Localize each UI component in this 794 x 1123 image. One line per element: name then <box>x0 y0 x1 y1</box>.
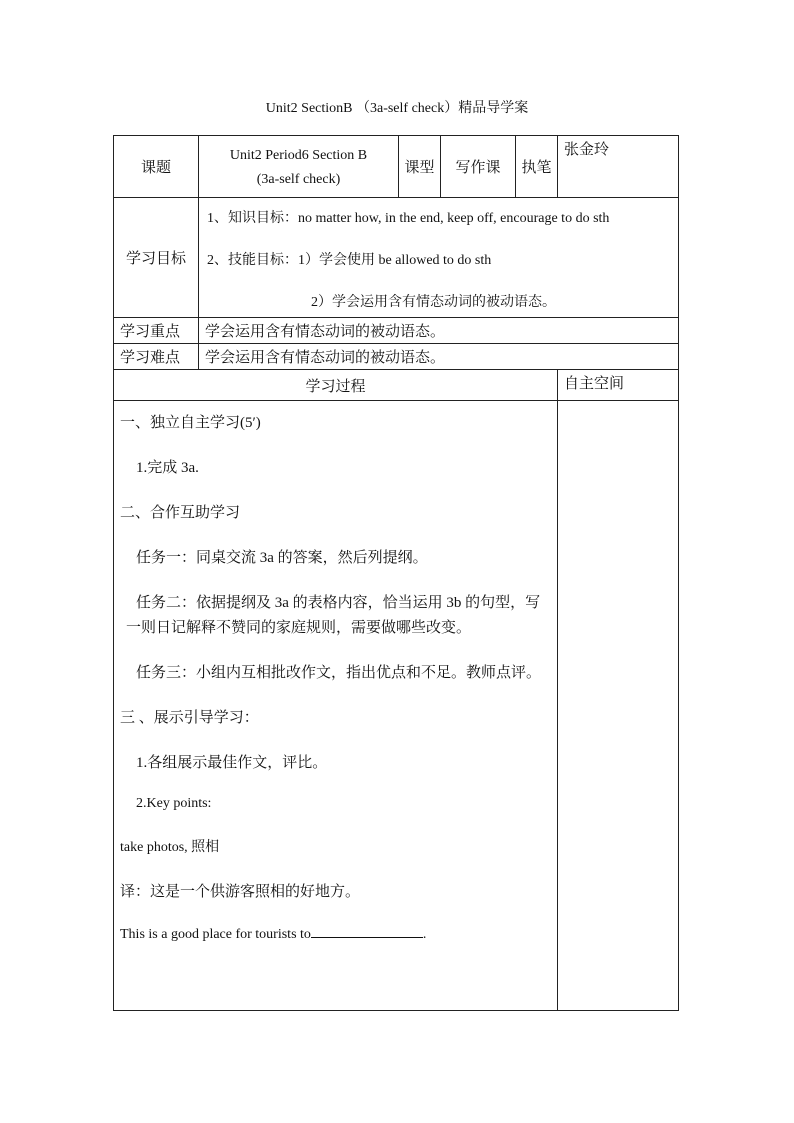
fill-in-text: This is a good place for tourists to <box>120 927 311 942</box>
process-body-row <box>114 401 679 1011</box>
topic-label: 课题 <box>114 136 199 198</box>
objectives-label: 学习目标 <box>114 198 199 318</box>
task-2-line-2: 一则日记解释不赞同的家庭规则，需要做哪些改变。 <box>126 620 472 636</box>
process-body <box>114 401 558 1011</box>
topic-cell <box>199 136 399 198</box>
notes-space <box>558 401 679 1011</box>
difficulty-label: 学习难点 <box>114 344 199 370</box>
task-2-line-1: 任务二：依据提纲及 3a 的表格内容，恰当运用 3b 的句型，写 <box>136 595 541 611</box>
objective-skill-1: 2、技能目标：1）学会使用 be allowed to do sth <box>207 253 492 268</box>
header-row <box>114 136 679 198</box>
key-points-heading: 2.Key points: <box>136 796 212 811</box>
section-1-heading: 一、独立自主学习(5′) <box>120 415 261 431</box>
objectives-row <box>114 198 679 318</box>
fill-in-period: . <box>422 927 427 942</box>
step-1-1: 1.完成 3a. <box>136 460 199 476</box>
objectives-cell <box>199 198 679 318</box>
objective-knowledge: 1、知识目标：no matter how, in the end, keep off, encourage to do sth <box>207 211 610 226</box>
author-label: 执笔 <box>516 136 558 198</box>
type-value: 写作课 <box>441 136 516 198</box>
notes-header: 自主空间 <box>558 370 679 401</box>
type-label: 课型 <box>399 136 441 198</box>
fill-in-sentence <box>120 925 551 943</box>
topic-line-2: (3a-self check) <box>256 171 341 187</box>
section-3-heading: 三 、展示引导学习： <box>120 710 259 726</box>
key-point-label: 学习重点 <box>114 318 199 344</box>
objective-skill-2: 2）学会运用含有情态动词的被动语态。 <box>311 295 556 310</box>
difficulty-row <box>114 344 679 370</box>
lesson-plan-table <box>113 135 679 1011</box>
process-header: 学习过程 <box>114 370 558 401</box>
process-header-row <box>114 370 679 401</box>
key-point-phrase: take photos, 照相 <box>120 840 220 855</box>
step-3-1: 1.各组展示最佳作文，评比。 <box>136 755 328 771</box>
document-title: Unit2 SectionB （3a-self check）精品导学案 <box>265 101 529 116</box>
translate-prompt: 译：这是一个供游客照相的好地方。 <box>120 884 361 900</box>
task-1: 任务一：同桌交流 3a 的答案，然后列提纲。 <box>136 550 428 566</box>
task-3: 任务三：小组内互相批改作文，指出优点和不足。教师点评。 <box>136 665 542 681</box>
topic-line-1: Unit2 Period6 Section B <box>229 147 368 163</box>
section-2-heading: 二、合作互助学习 <box>120 505 241 521</box>
author-value: 张金玲 <box>558 136 679 198</box>
fill-in-blank[interactable] <box>311 925 423 938</box>
key-point-value: 学会运用含有情态动词的被动语态。 <box>199 318 679 344</box>
key-point-row <box>114 318 679 344</box>
difficulty-value: 学会运用含有情态动词的被动语态。 <box>199 344 679 370</box>
